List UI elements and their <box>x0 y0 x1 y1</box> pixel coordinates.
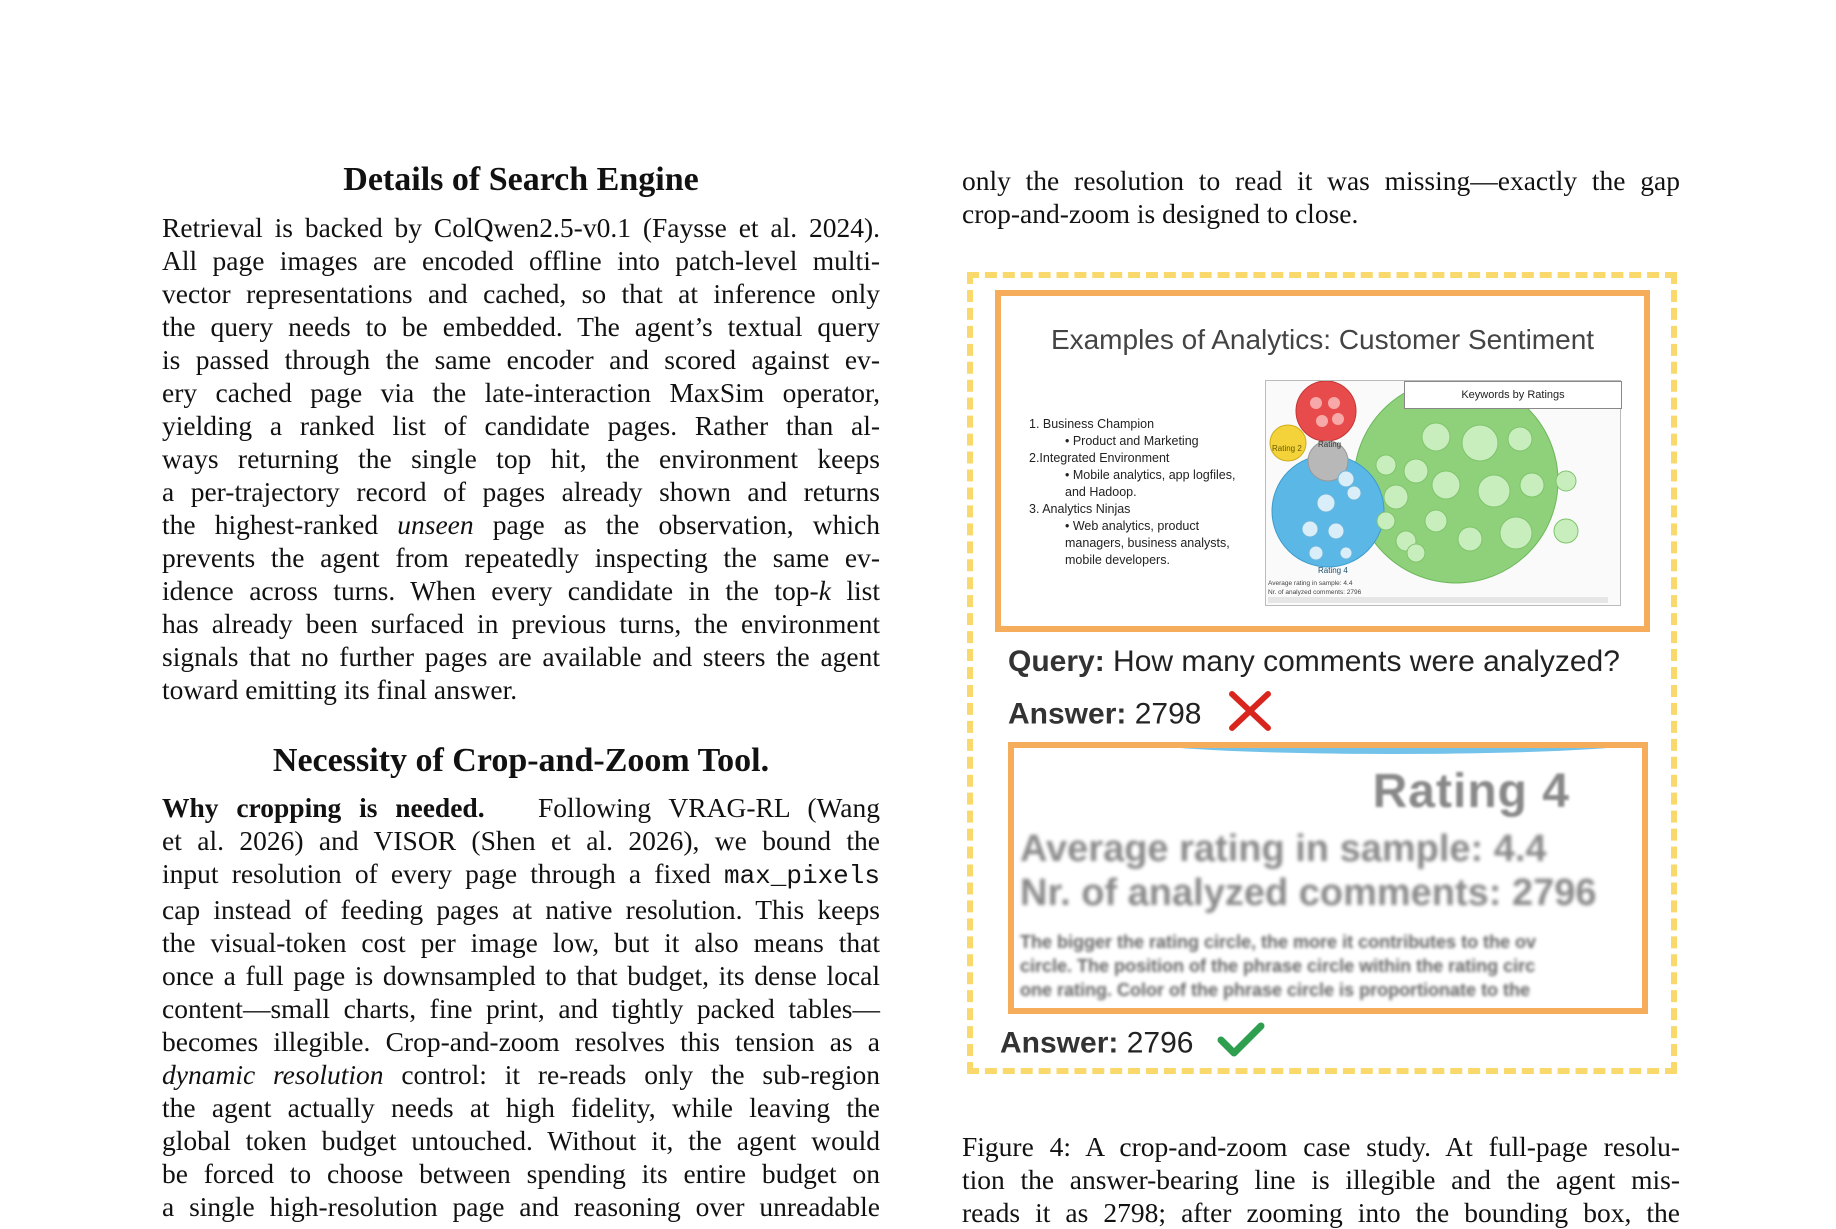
answer-correct-value: 2796 <box>1118 1026 1194 1060</box>
slide-list-item-2: • Product and Marketing <box>1065 434 1199 448</box>
p1-line-9: a per-trajectory record of pages already shown and returns <box>162 476 880 507</box>
slide-thumbnail <box>995 290 1650 632</box>
slide-fineprint <box>1268 597 1608 603</box>
cross-icon <box>1228 690 1272 741</box>
search-engine-paragraph <box>162 211 880 706</box>
p2tail-line-4: a single high-resolution page and reasoning over unreadable <box>162 1191 880 1222</box>
bubble-chart-svg <box>1266 381 1620 605</box>
zoom-small-line1: The bigger the rating circle, the more it contributes to the ov <box>1020 932 1537 952</box>
check-icon <box>1216 1020 1266 1069</box>
p1-line-7: yielding a ranked list of candidate pages. Rather than al- <box>162 410 880 441</box>
p2-italic-rest: control: it re-reads only the sub-region <box>383 1059 880 1090</box>
crop-zoom-paragraph <box>162 791 880 1223</box>
slide-bullet-list <box>1029 416 1259 569</box>
rating2-label: Rating 2 <box>1272 444 1302 453</box>
p1-line-8: ways returning the single top hit, the environment keeps <box>162 443 880 474</box>
p1-line-4: the query needs to be embedded. The agent’s textual query <box>162 311 880 342</box>
slide-list-item-5: and Hadoop. <box>1065 485 1137 499</box>
rating2-bubble <box>1270 425 1306 461</box>
query-line <box>1008 644 1620 680</box>
p1-line-5: is passed through the same encoder and scored against ev- <box>162 344 880 375</box>
bubble-chart <box>1265 380 1621 606</box>
slide-list-item-6: 3. Analytics Ninjas <box>1029 502 1131 516</box>
section-title-search-engine: Details of Search Engine <box>343 161 699 198</box>
right-top-line1: only the resolution to read it was missing—exactly the gap <box>962 165 1680 196</box>
runin-heading: Why cropping is needed. <box>162 792 485 823</box>
rating1-bubble <box>1296 381 1356 441</box>
legend-keywords-box: Keywords by Ratings <box>1404 381 1622 409</box>
slide-list-item-7: • Web analytics, product <box>1065 519 1200 533</box>
zoomed-crop <box>1008 742 1648 1014</box>
answer-label-2: Answer: <box>1000 1026 1119 1060</box>
p2rest-line-5: becomes illegible. Crop-and-zoom resolves this tension as a <box>162 1026 880 1057</box>
section-title-crop-zoom: Necessity of Crop-and-Zoom Tool. <box>272 742 770 779</box>
p1-line-3: vector representations and cached, so that at inference only <box>162 278 880 309</box>
slide-foot-line1: Average rating in sample: 4.4 <box>1268 580 1353 587</box>
zoom-average-line: Average rating in sample: 4.4 <box>1020 828 1547 870</box>
p1-line-6: ery cached page via the late-interaction MaxSim operator, <box>162 377 880 408</box>
p2rest-line-3: once a full page is downsampled to that budget, its dense local <box>162 960 880 991</box>
slide-list-item-1: 1. Business Champion <box>1029 417 1155 431</box>
caption-line-3: reads it as 2798; after zooming into the bounding box, the <box>962 1197 1680 1228</box>
query-text: How many comments were analyzed? <box>1104 645 1620 678</box>
italic-dynamic-resolution: dynamic resolution <box>162 1059 384 1090</box>
p1-line-14: signals that no further pages are available and steers the agent <box>162 641 880 672</box>
p2tail-line-2: global token budget untouched. Without it, the agent would <box>162 1125 880 1156</box>
p2-line2: et al. 2026) and VISOR (Shen et al. 2026), we bound the <box>162 825 880 856</box>
slide-foot-line2: Nr. of analyzed comments: 2796 <box>1268 589 1362 596</box>
p1-line-1: Retrieval is backed by ColQwen2.5-v0.1 (Faysse et al. 2024). <box>162 212 880 243</box>
zoom-small-line3: one rating. Color of the phrase circle is proportionate to the <box>1020 980 1531 1000</box>
slide-list-item-3: 2.Integrated Environment <box>1029 451 1170 465</box>
p1-line-11: prevents the agent from repeatedly inspecting the same ev- <box>162 542 880 573</box>
p2rest-line-1: cap instead of feeding pages at native resolution. This keeps <box>162 894 880 925</box>
slide-list-item-4: • Mobile analytics, app logfiles, <box>1065 468 1236 482</box>
p2rest-line-2: the visual-token cost per image low, but it also means that <box>162 927 880 958</box>
rating4-label: Rating 4 <box>1318 566 1348 575</box>
right-top-line2: crop-and-zoom is designed to close. <box>962 198 1359 229</box>
answer-wrong-line <box>1008 690 1272 741</box>
slide-list-item-8: managers, business analysts, <box>1065 536 1230 550</box>
zoom-bubble-arc <box>1014 742 1648 762</box>
zoom-comments-line: Nr. of analyzed comments: 2796 <box>1020 872 1597 914</box>
query-label: Query: <box>1008 645 1105 678</box>
answer-correct-line <box>1000 1020 1266 1069</box>
right-top-paragraph <box>962 164 1680 230</box>
p1-line-15: toward emitting its final answer. <box>162 674 518 705</box>
p1-line-12: idence across turns. When every candidate in the top-k list <box>162 575 880 606</box>
caption-line-1: Figure 4: A crop-and-zoom case study. At full-page resolu- <box>962 1131 1680 1162</box>
p2-line3: input resolution of every page through a fixed <box>162 858 724 889</box>
answer-label: Answer: <box>1008 697 1127 731</box>
zoom-rating-heading: Rating 4 <box>1372 765 1570 818</box>
p1-line-2: All page images are encoded offline into patch-level multi- <box>162 245 880 276</box>
figure-caption <box>962 1130 1680 1229</box>
p2rest-line-4: content—small charts, fine print, and tightly packed tables— <box>162 993 880 1024</box>
answer-wrong-value: 2798 <box>1126 697 1202 731</box>
p1-line-10: the highest-ranked unseen page as the observation, which <box>162 509 880 540</box>
caption-line-2: tion the answer-bearing line is illegible and the agent mis- <box>962 1164 1680 1195</box>
rating3-label: Rating <box>1318 440 1342 449</box>
zoom-small-line2: circle. The position of the phrase circle within the rating circ <box>1020 956 1536 976</box>
p2tail-line-3: be forced to choose between spending its entire budget on <box>162 1158 880 1189</box>
code-max-pixels: max_pixels <box>723 861 880 891</box>
slide-title: Examples of Analytics: Customer Sentiment <box>1050 324 1595 355</box>
slide-list-item-9: mobile developers. <box>1065 553 1170 567</box>
p1-line-13: has already been surfaced in previous turns, the environment <box>162 608 880 639</box>
p2-line1: Following VRAG-RL (Wang <box>538 792 881 823</box>
p2tail-line-1: the agent actually needs at high fidelity, while leaving the <box>162 1092 880 1123</box>
